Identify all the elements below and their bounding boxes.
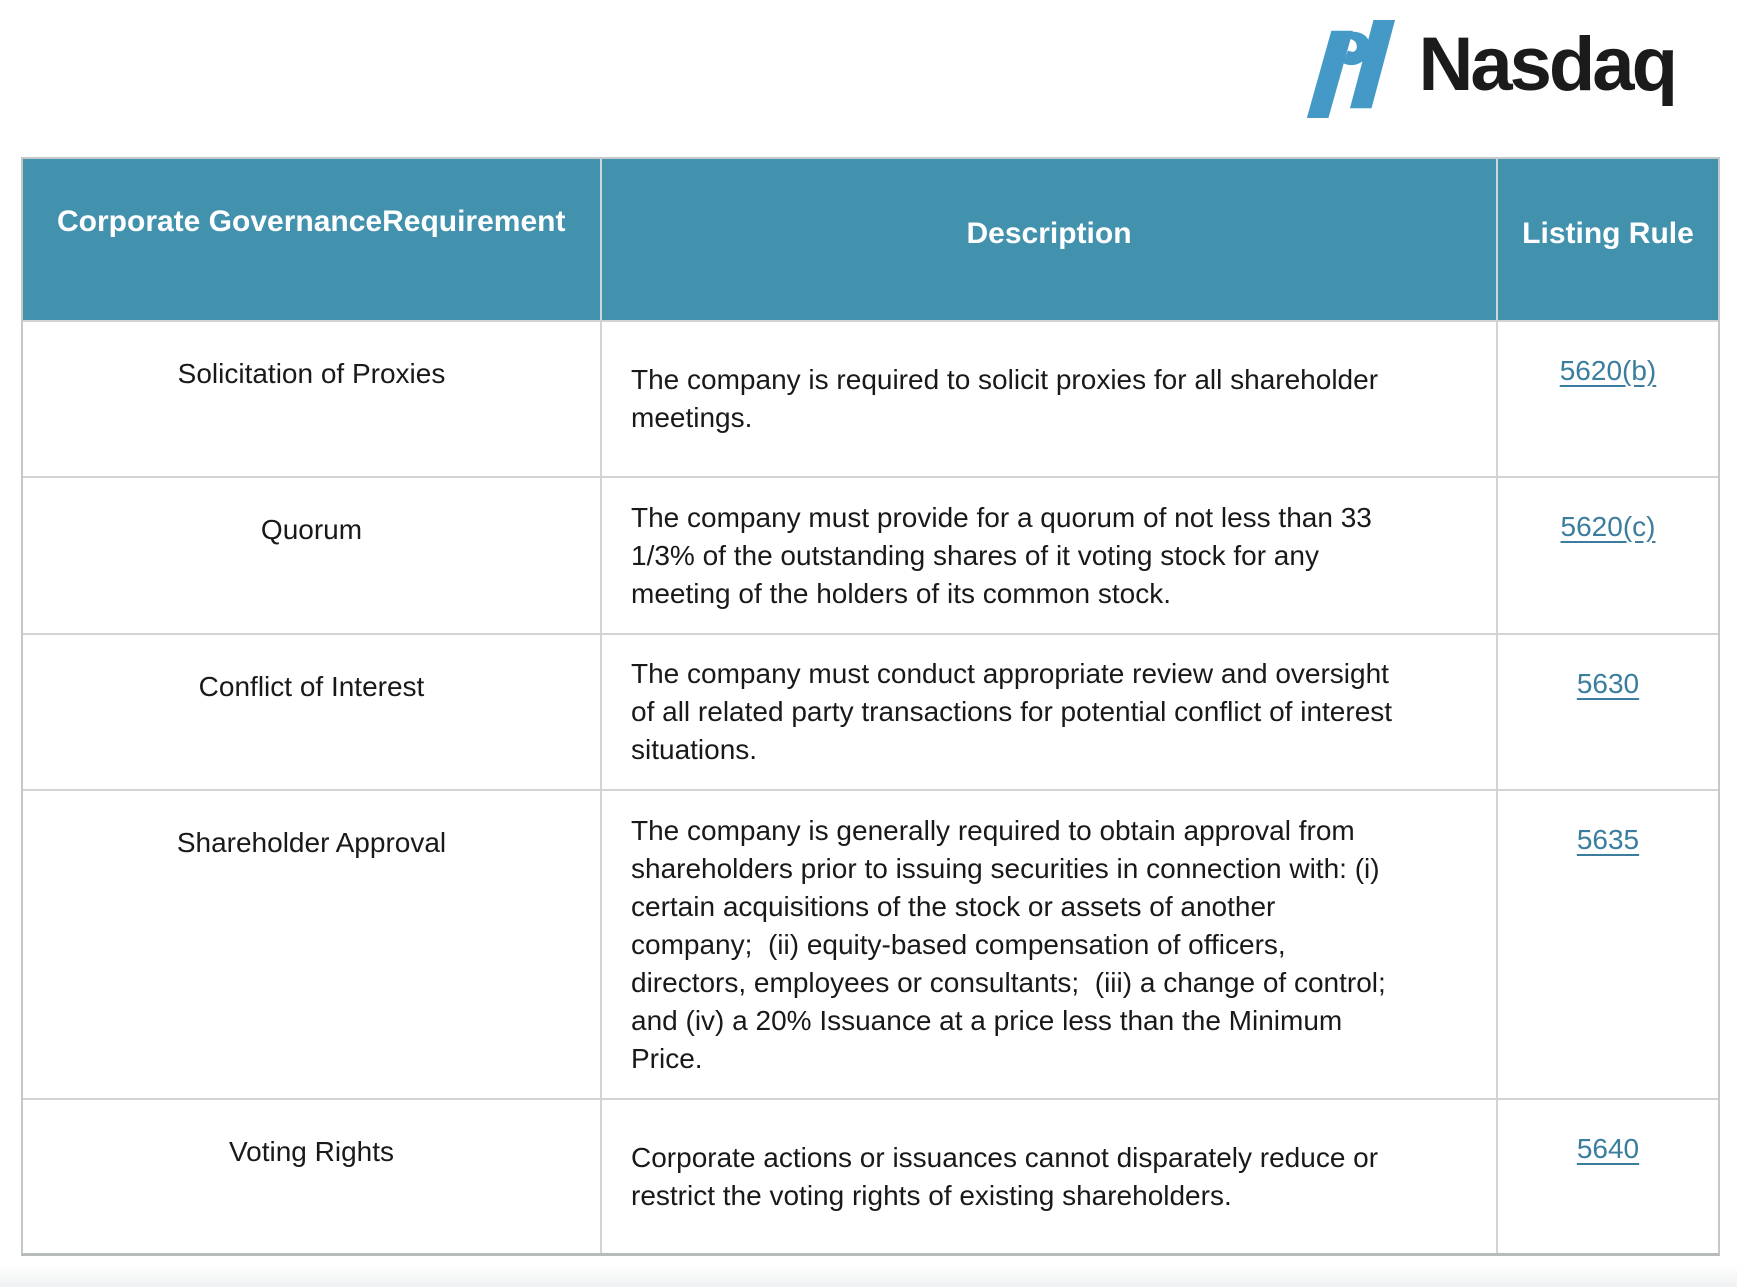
description-cell: The company must provide for a quorum of not less than 33 1/3% of the outstanding shares of it voting stock for any meeting of the holders of its common stock. xyxy=(600,478,1496,633)
requirement-cell: Conflict of Interest xyxy=(198,671,425,702)
table-header-row xyxy=(23,159,1718,320)
governance-table xyxy=(21,157,1720,1256)
requirement-cell: Quorum xyxy=(260,514,363,545)
table-row xyxy=(23,320,1718,476)
bottom-strip xyxy=(0,1265,1737,1287)
table-row xyxy=(23,1098,1718,1253)
nasdaq-logo xyxy=(1292,20,1675,118)
listing-rule-link[interactable]: 5640 xyxy=(1576,1133,1640,1164)
table-row xyxy=(23,789,1718,1098)
requirement-cell: Solicitation of Proxies xyxy=(177,358,446,389)
listing-rule-cell xyxy=(1496,635,1718,789)
listing-rule-cell xyxy=(1496,1100,1718,1253)
table-row xyxy=(23,476,1718,633)
column-header-listing-rule: Listing Rule xyxy=(1496,159,1718,320)
listing-rule-cell xyxy=(1496,478,1718,633)
listing-rule-cell xyxy=(1496,322,1718,476)
column-header-description: Description xyxy=(600,159,1496,320)
nasdaq-ribbon-icon xyxy=(1292,20,1404,118)
nasdaq-wordmark: Nasdaq xyxy=(1418,22,1675,107)
table-row xyxy=(23,633,1718,789)
description-cell: The company must conduct appropriate review and oversight of all related party transactions for potential conflict of interest situations. xyxy=(600,635,1496,789)
description-cell: Corporate actions or issuances cannot disparately reduce or restrict the voting rights of existing shareholders. xyxy=(600,1100,1496,1253)
requirement-cell: Shareholder Approval xyxy=(176,827,447,858)
listing-rule-cell xyxy=(1496,791,1718,1098)
listing-rule-link[interactable]: 5620(b) xyxy=(1559,355,1657,386)
listing-rule-link[interactable]: 5635 xyxy=(1576,824,1640,855)
column-header-requirement: Corporate GovernanceRequirement xyxy=(57,204,566,238)
requirement-cell: Voting Rights xyxy=(229,1136,394,1167)
description-cell: The company is required to solicit proxies for all shareholder meetings. xyxy=(600,322,1496,476)
listing-rule-link[interactable]: 5630 xyxy=(1576,668,1640,699)
description-cell: The company is generally required to obtain approval from shareholders prior to issuing securities in connection with: (i) certain acquisitions of the stock or assets of another company; (ii) equity-based compensation of officers, directors, employees or consultants; (iii) a change of control; and (iv) a 20% Issuance at a price less than the Minimum Price. xyxy=(600,791,1496,1098)
listing-rule-link[interactable]: 5620(c) xyxy=(1560,511,1656,542)
